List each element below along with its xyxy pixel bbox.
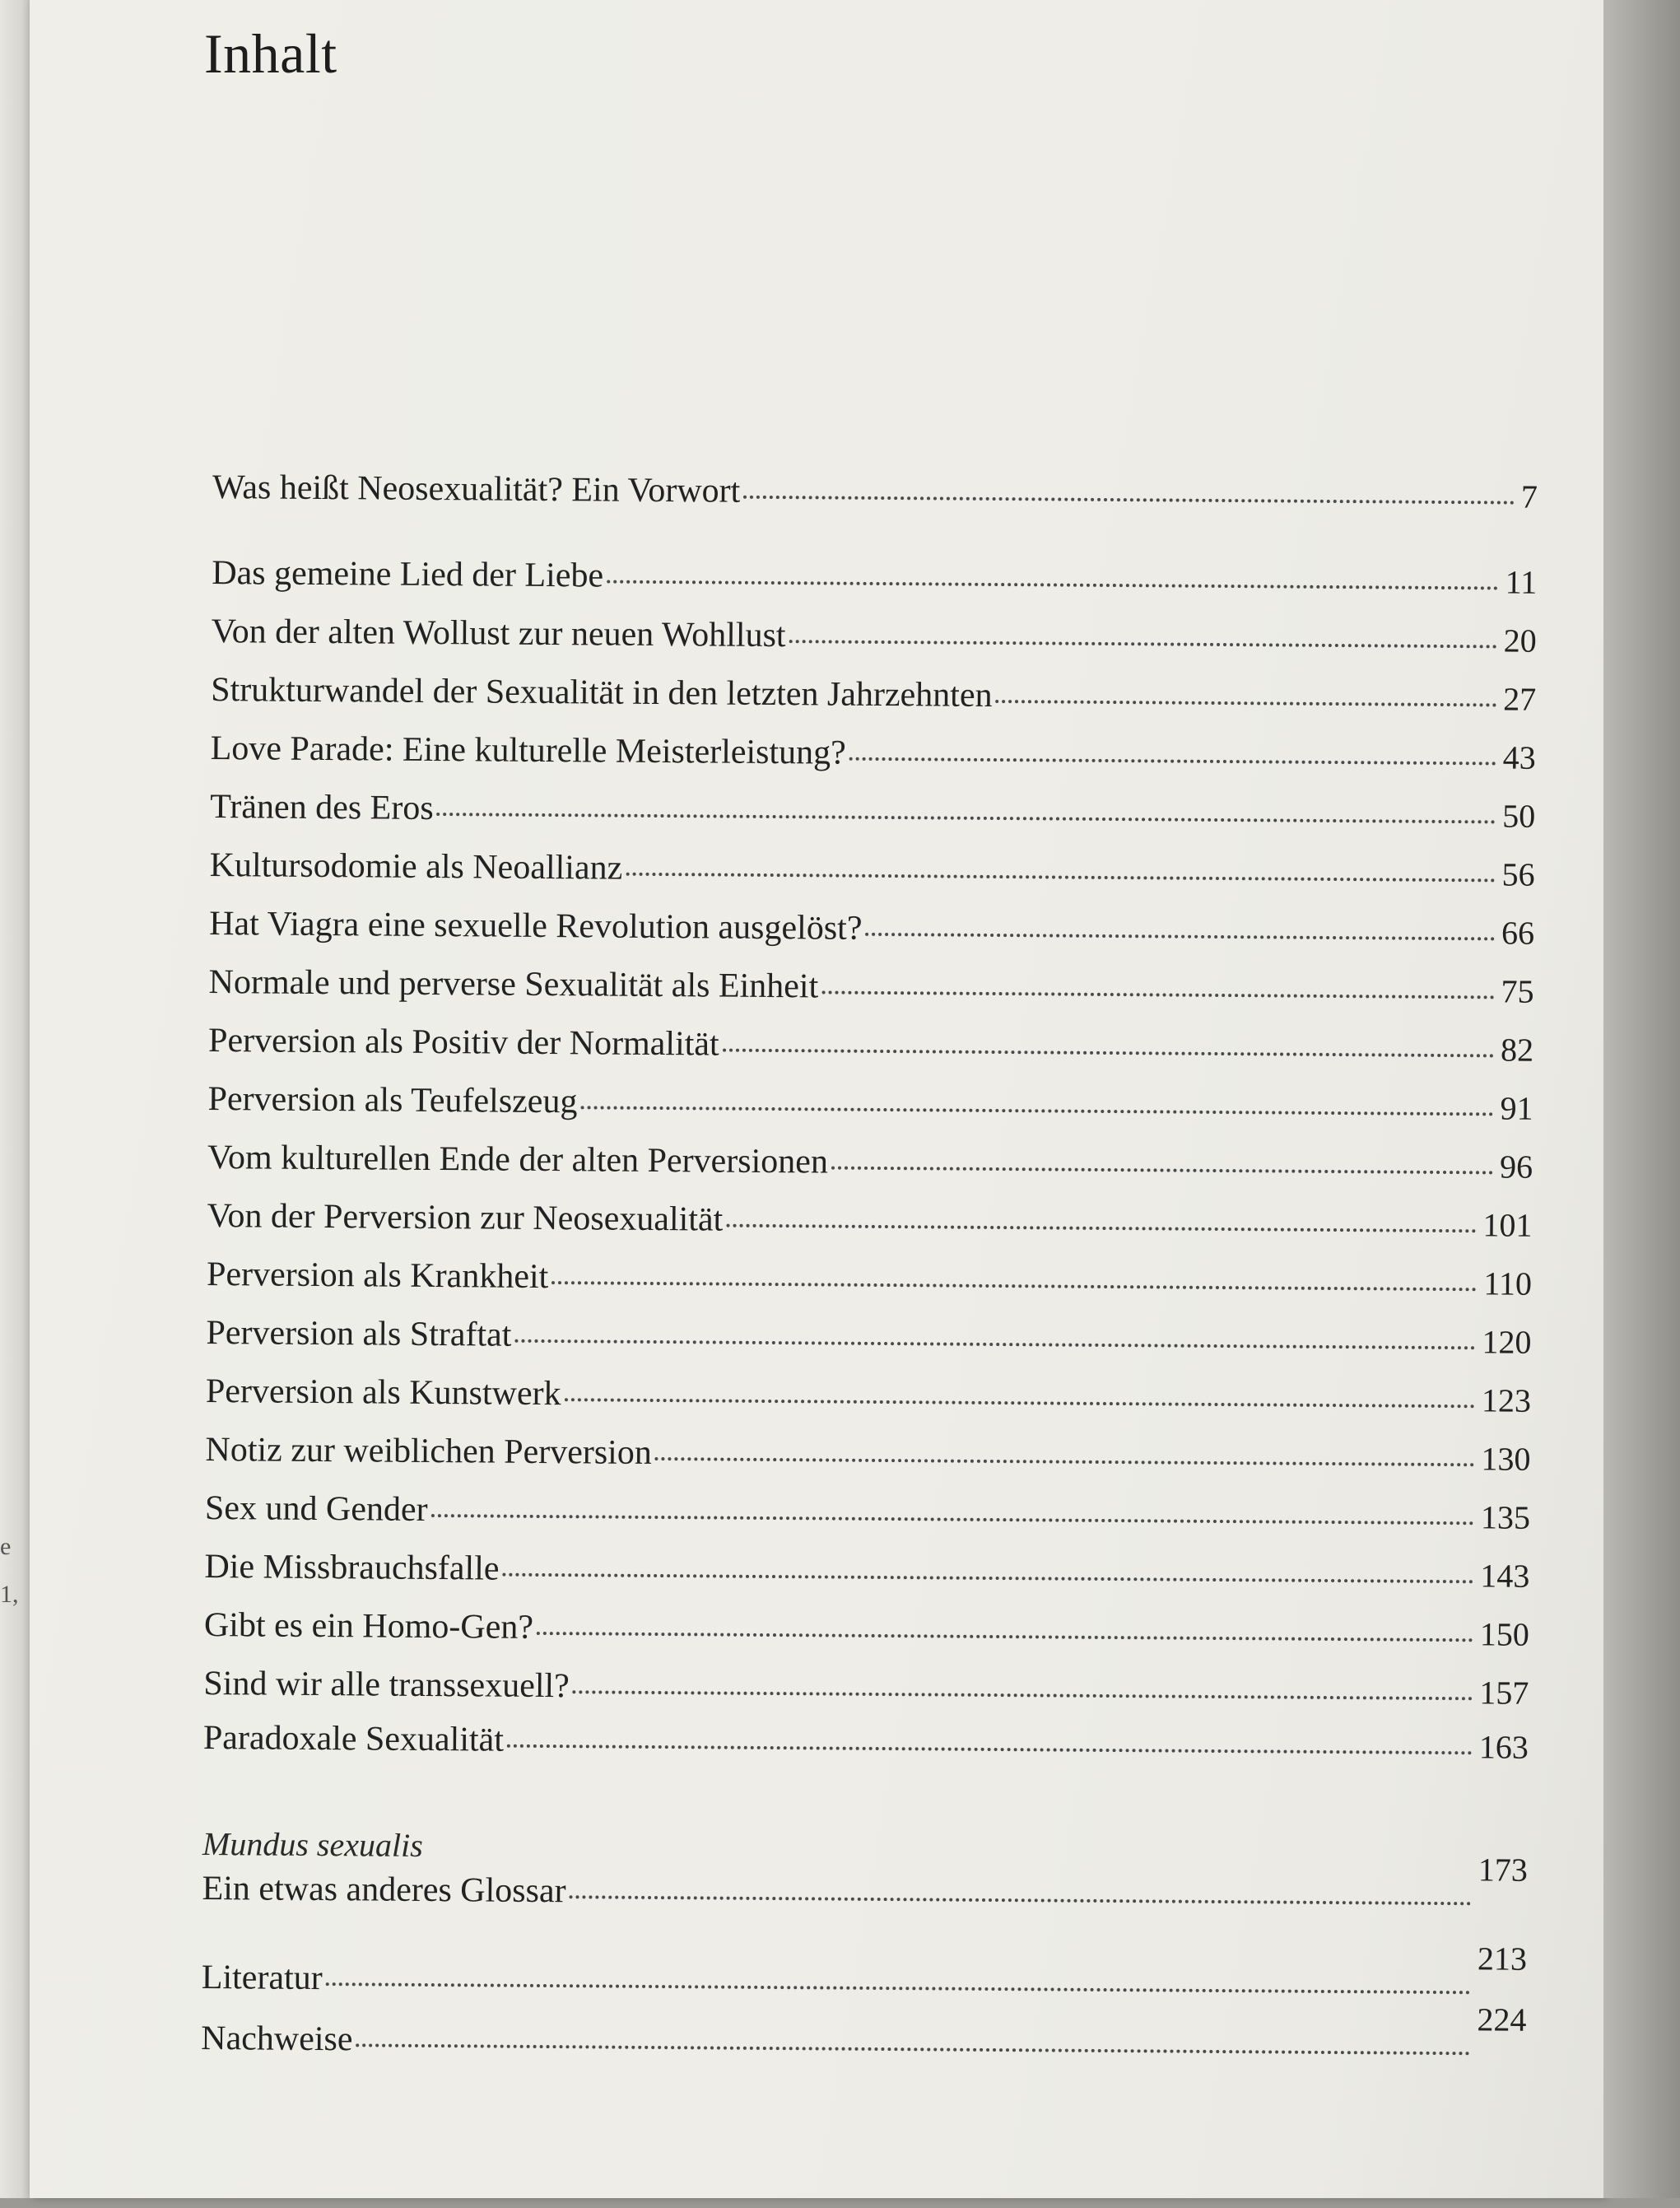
toc-entry-glossary: [202, 1851, 1528, 1920]
toc-entry: [207, 1136, 1533, 1189]
toc-entry-page: 27: [1503, 680, 1537, 718]
toc-entry-page: 43: [1502, 738, 1536, 776]
toc-entry-page: 110: [1483, 1265, 1533, 1302]
toc-entry-title: Notiz zur weiblichen Perversion: [205, 1430, 652, 1472]
toc-entry: [211, 727, 1536, 780]
toc-entry: [204, 1545, 1529, 1598]
dot-leader: [996, 700, 1497, 706]
toc-entry: [208, 961, 1533, 1013]
toc-entry: [211, 668, 1536, 721]
toc-entry-title: Ein etwas anderes Glossar: [202, 1869, 566, 1911]
toc-entry-literatur: [201, 1940, 1528, 2009]
toc-entry-title: Paradoxale Sexualität: [202, 1718, 505, 1759]
dot-leader: [849, 757, 1496, 766]
toc-entry-title: Von der Perversion zur Neosexualität: [207, 1196, 724, 1239]
toc-entry-title: Was heißt Neosexualität? Ein Vorwort: [212, 468, 741, 510]
toc-entry-title: Sex und Gender: [204, 1488, 428, 1529]
toc-entry-page: 7: [1520, 477, 1538, 515]
toc-entry-page: 66: [1501, 914, 1535, 952]
toc-entry-nachweise: [201, 2001, 1527, 2070]
toc-entry: [203, 1662, 1529, 1715]
dot-leader: [507, 1745, 1473, 1755]
toc-entry-page: 96: [1499, 1148, 1533, 1186]
toc-entry-page: 56: [1501, 855, 1535, 893]
dot-leader: [502, 1573, 1473, 1584]
book-page: [30, 0, 1603, 2198]
toc-entry-page: 91: [1500, 1089, 1533, 1127]
toc-entry-preface: [212, 466, 1538, 519]
toc-entry-page: 11: [1505, 563, 1538, 601]
toc-entry-title: Perversion als Straftat: [206, 1313, 512, 1354]
toc-entry-title: Perversion als Krankheit: [206, 1255, 549, 1297]
toc-entry-page: 157: [1479, 1674, 1529, 1712]
dot-leader: [437, 813, 1496, 823]
toc-entry: [206, 1370, 1531, 1423]
dot-leader: [821, 990, 1494, 999]
toc-entry-title: Love Parade: Eine kulturelle Meisterleistung?: [210, 729, 846, 772]
dot-leader: [831, 1167, 1493, 1175]
toc-entry-page: 82: [1500, 1031, 1534, 1069]
toc-entry-page: 135: [1480, 1498, 1531, 1536]
toc-entry: [207, 1195, 1532, 1247]
toc-entry: [203, 1717, 1529, 1769]
toc-entry: [212, 552, 1537, 604]
toc-entry: [210, 785, 1535, 838]
toc-entry-page: 20: [1503, 622, 1537, 659]
toc-entry: [205, 1428, 1530, 1481]
dot-leader: [789, 640, 1497, 648]
dot-leader: [326, 1982, 1471, 1994]
toc-entry: [205, 1487, 1530, 1540]
margin-fragment: e: [0, 1533, 12, 1560]
toc-entry-title: Hat Viagra eine sexuelle Revolution ausgelöst?: [209, 905, 863, 948]
toc-entry: [209, 902, 1534, 955]
toc-entry-title: Strukturwandel der Sexualität in den letzten Jahrzehnten: [211, 671, 993, 715]
toc-entry-page: 150: [1479, 1615, 1530, 1653]
page-shadow-right: [1603, 0, 1680, 2198]
toc-entry-page: 130: [1481, 1440, 1531, 1478]
toc-entry-title: Literatur: [201, 1958, 323, 1998]
toc-entry: [208, 1019, 1533, 1072]
toc-entry-page: 120: [1482, 1323, 1532, 1361]
dot-leader: [726, 1224, 1476, 1233]
toc-entry-page: 75: [1501, 972, 1534, 1010]
dot-leader: [655, 1457, 1475, 1466]
dot-leader: [580, 1106, 1493, 1116]
page-heading: Inhalt: [204, 22, 337, 85]
toc-entry-title: Sind wir alle transsexuell?: [203, 1664, 570, 1706]
dot-leader: [723, 1049, 1494, 1058]
toc-entry-page: 101: [1482, 1206, 1533, 1244]
toc-entry-title: Das gemeine Lied der Liebe: [212, 554, 604, 595]
toc-entry: [207, 1253, 1532, 1306]
toc-entry: [210, 844, 1535, 897]
dot-leader: [431, 1514, 1474, 1525]
toc-entry-page: 173: [1478, 1851, 1528, 1889]
dot-leader: [565, 1398, 1475, 1408]
toc-entry-title: Nachweise: [201, 2019, 353, 2059]
toc-entry-title: Normale und perverse Sexualität als Einheit: [208, 962, 819, 1006]
dot-leader: [573, 1690, 1473, 1700]
dot-leader: [607, 580, 1499, 590]
dot-leader: [626, 873, 1495, 883]
dot-leader: [570, 1895, 1472, 1905]
toc-entry-page: 123: [1481, 1381, 1532, 1419]
toc-entry: [206, 1311, 1531, 1364]
toc-entry: [204, 1604, 1529, 1656]
dot-leader: [551, 1281, 1477, 1291]
dot-leader: [537, 1632, 1473, 1642]
toc-entry-title: Perversion als Positiv der Normalität: [207, 1021, 719, 1064]
toc-entry: [212, 610, 1537, 663]
toc-entry-page: 163: [1478, 1728, 1529, 1766]
toc-entry-page: 224: [1477, 2001, 1527, 2038]
toc-entry-title: Tränen des Eros: [210, 788, 434, 827]
toc-entry-title: Die Missbrauchsfalle: [204, 1547, 500, 1588]
toc-entry-title: Perversion als Kunstwerk: [205, 1372, 561, 1414]
table-of-contents: [17, 0, 1608, 2208]
toc-entry-title: Perversion als Teufelszeug: [207, 1079, 578, 1121]
dot-leader: [743, 496, 1515, 505]
toc-entry-page: 143: [1480, 1557, 1530, 1595]
toc-entry: [207, 1078, 1533, 1130]
dot-leader: [865, 933, 1495, 941]
toc-entry-title: Kultursodomie als Neoallianz: [209, 846, 623, 887]
glossary-subtitle: Mundus sexualis: [202, 1824, 423, 1864]
toc-entry-title: Vom kulturellen Ende der alten Perversionen: [207, 1138, 829, 1181]
dot-leader: [356, 2043, 1470, 2055]
toc-entry-page: 213: [1477, 1940, 1528, 1977]
toc-entry-title: Von der alten Wollust zur neuen Wohllust: [211, 613, 786, 655]
margin-fragment: 1,: [0, 1581, 19, 1608]
toc-entry-title: Gibt es ein Homo-Gen?: [203, 1605, 534, 1647]
dot-leader: [514, 1339, 1475, 1350]
toc-entry-page: 50: [1502, 797, 1536, 835]
